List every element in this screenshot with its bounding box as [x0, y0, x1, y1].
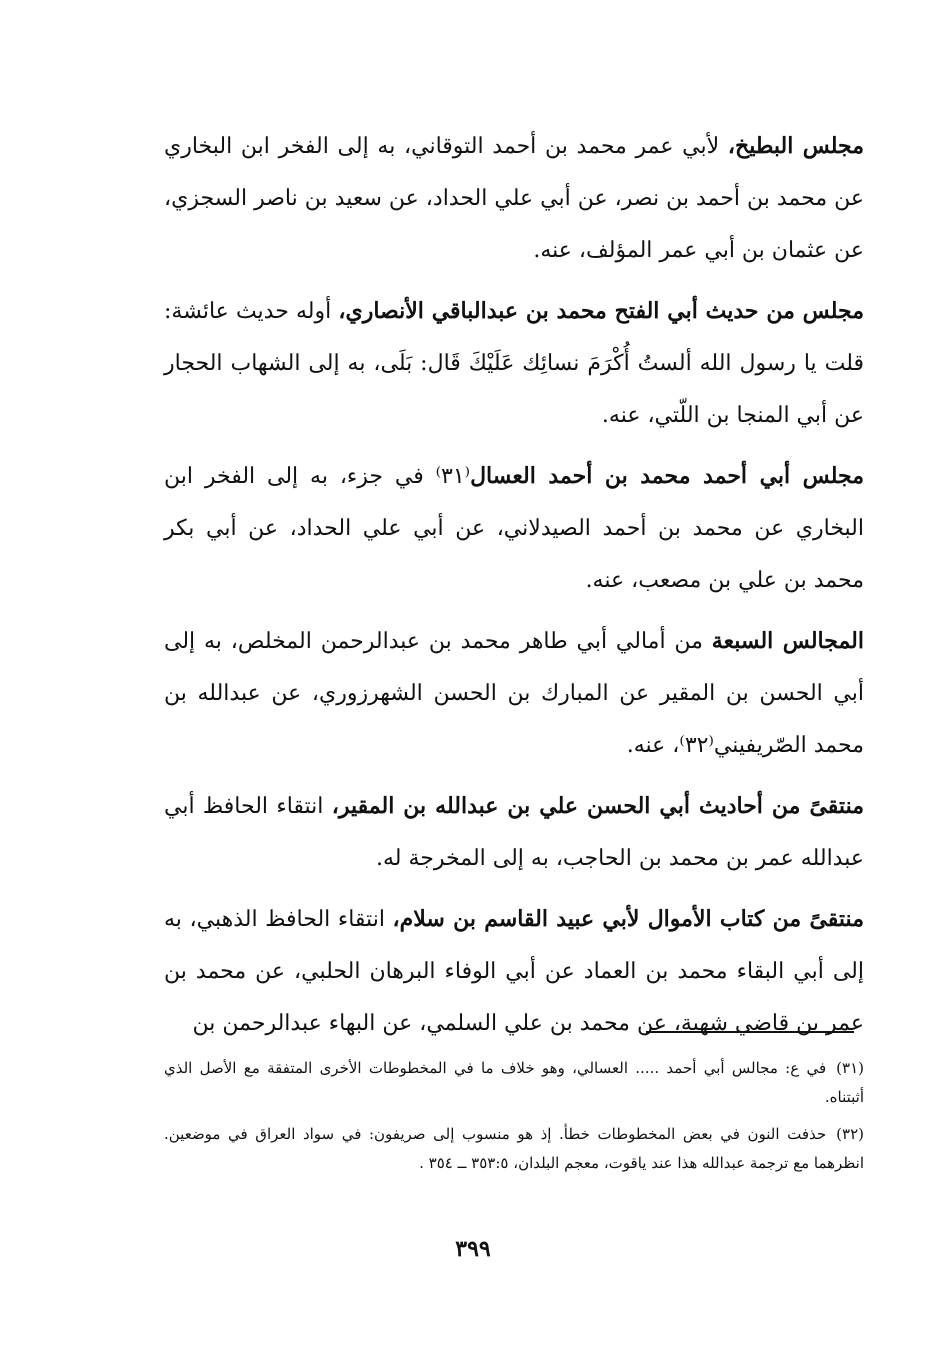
- main-text: [164, 120, 864, 1058]
- entry-paragraph: [164, 780, 864, 885]
- entry-paragraph: [164, 120, 864, 277]
- entry-paragraph: [164, 285, 864, 442]
- footnote-text: حذفت النون في بعض المخطوطات خطأ. إذ هو منسوب إلى صريفون: في سواد العراق في موضعين. انظرهما مع ترجمة عبدالله هذا عند ياقوت، معجم البلدان، ٣٥٣:٥ ــ ٣٥٤ .: [164, 1125, 864, 1172]
- entry-body: من أمالي أبي طاهر محمد بن عبدالرحمن المخلص، به إلى أبي الحسن بن المقير عن المبارك بن الحسن الشهرزوري، عن عبدالله بن محمد الصّريفيني⁽٣٢⁾، عنه.: [164, 629, 864, 758]
- entry-body: لأبي عمر محمد بن أحمد التوقاني، به إلى الفخر ابن البخاري عن محمد بن أحمد بن نصر، عن أبي علي الحداد، عن سعيد بن ناصر السجزي، عن عثمان بن أبي عمر المؤلف، عنه.: [164, 134, 864, 263]
- entry-body: ⁽٣١⁾ في جزء، به إلى الفخر ابن البخاري عن محمد بن أحمد الصيدلاني، عن أبي علي الحداد، عن أبي بكر محمد بن علي بن مصعب، عنه.: [164, 464, 864, 593]
- entry-title: منتقىً من كتاب الأموال لأبي عبيد القاسم بن سلام،: [392, 906, 864, 932]
- entry-title: منتقىً من أحاديث أبي الحسن علي بن عبدالله بن المقير،: [331, 793, 864, 819]
- entry-body: انتقاء الحافظ أبي عبدالله عمر بن محمد بن الحاجب، به إلى المخرجة له.: [164, 794, 864, 871]
- entry-paragraph: [164, 615, 864, 772]
- entry-body: انتقاء الحافظ الذهبي، به إلى أبي البقاء محمد بن العماد عن أبي الوفاء البرهان الحلبي، عن محمد بن عمر بن قاضي شهبة، عن محمد بن علي السلمي، عن البهاء عبدالرحمن بن: [164, 907, 864, 1036]
- entry-body: أوله حديث عائشة: قلت يا رسول الله ألستُ أُكْرَمَ نسائِك عَلَيْكَ قَال: بَلَى، به إلى الشهاب الحجار عن أبي المنجا بن اللّتي، عنه.: [164, 299, 864, 428]
- entry-title: مجلس البطيخ،: [727, 133, 865, 159]
- footnote-text: في ع: مجالس أبي أحمد ..... العسالي، وهو خلاف ما في المخطوطات الأخرى المتفقة مع الأصل الذي أثبتناه.: [164, 1059, 864, 1106]
- entry-paragraph: [164, 893, 864, 1050]
- footnote-number: (٣٢): [836, 1125, 864, 1143]
- footnote-number: (٣١): [836, 1059, 864, 1077]
- footnote-separator: [646, 1031, 854, 1033]
- footnotes: [164, 1054, 864, 1186]
- entry-title: المجالس السبعة: [711, 628, 864, 654]
- entry-title: مجلس أبي أحمد محمد بن أحمد العسال: [470, 463, 864, 489]
- footnote: [164, 1054, 864, 1112]
- page-number: ٣٩٩: [455, 1236, 491, 1262]
- entry-paragraph: [164, 450, 864, 607]
- footnote: [164, 1120, 864, 1178]
- entry-title: مجلس من حديث أبي الفتح محمد بن عبدالباقي الأنصاري،: [338, 298, 864, 324]
